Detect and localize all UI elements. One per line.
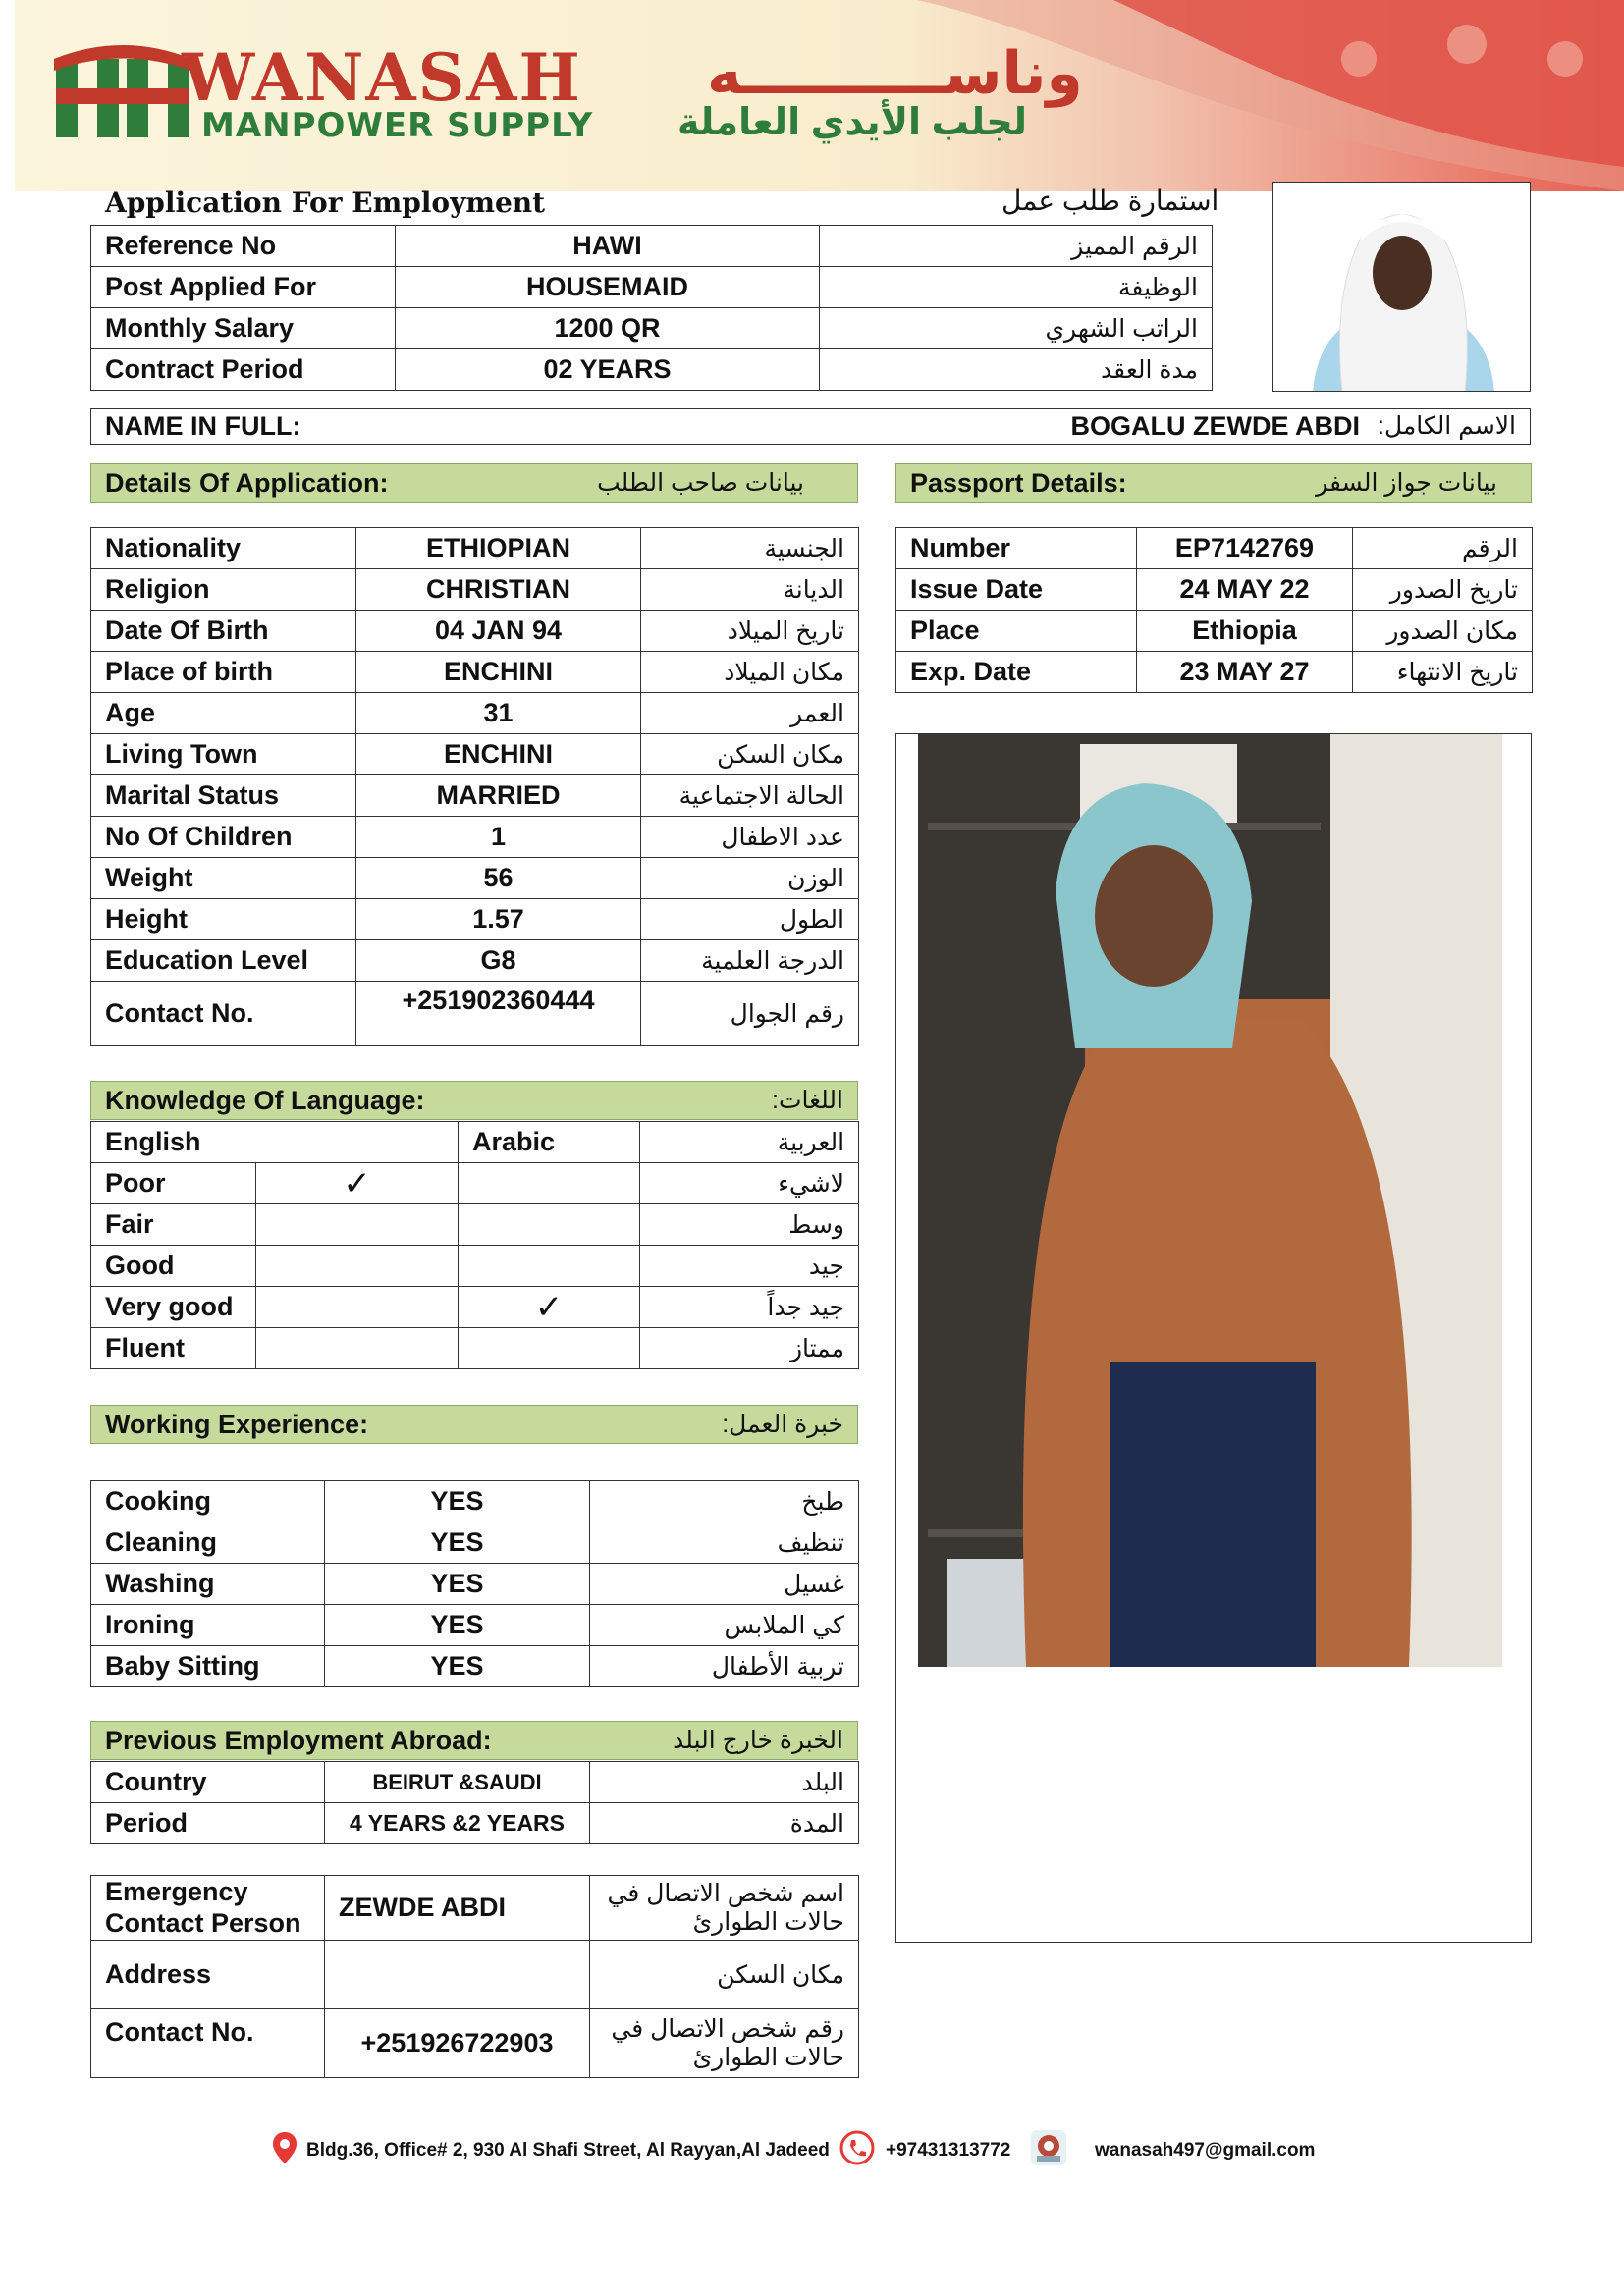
language-heading-arabic: اللغات: xyxy=(772,1087,843,1114)
table-row xyxy=(91,2009,859,2078)
row-label-arabic: جيد xyxy=(640,1246,859,1287)
row-label-arabic: الرقم xyxy=(1353,528,1533,569)
row-label: Poor xyxy=(91,1163,256,1204)
name-label xyxy=(91,409,1531,445)
row-label: Cleaning xyxy=(91,1522,325,1564)
row-value: CHRISTIAN xyxy=(356,569,641,611)
email-icon xyxy=(1029,2128,1068,2167)
footer-phone: +97431313772 xyxy=(886,2140,1011,2161)
row-value: 23 MAY 27 xyxy=(1137,652,1353,693)
table-row xyxy=(91,226,1213,267)
row-value: Ethiopia xyxy=(1137,611,1353,652)
footer-address: Bldg.36, Office# 2, 930 Al Shafi Street, Al Rayyan,Al Jadeed xyxy=(306,2140,830,2161)
row-label-arabic: طبخ xyxy=(590,1481,859,1522)
table-row xyxy=(91,940,859,982)
row-label-arabic: تربية الأطفال xyxy=(590,1646,859,1687)
row-label: Place of birth xyxy=(91,652,356,693)
row-value: 24 MAY 22 xyxy=(1137,569,1353,611)
row-value: 04 JAN 94 xyxy=(356,611,641,652)
row-label: Cooking xyxy=(91,1481,325,1522)
english-check-cell xyxy=(256,1328,459,1369)
table-row xyxy=(91,1522,859,1564)
experience-table xyxy=(90,1480,859,1687)
row-label-arabic: مكان الصدور xyxy=(1353,611,1533,652)
row-value: HAWI xyxy=(396,226,820,267)
table-row xyxy=(91,569,859,611)
row-label-arabic: الطول xyxy=(641,899,859,940)
table-row xyxy=(91,1941,859,2009)
row-label: Education Level xyxy=(91,940,356,982)
full-name-table xyxy=(90,408,1531,445)
emergency-contact-label-arabic: رقم شخص الاتصال في حالات الطوارئ xyxy=(590,2009,859,2078)
row-label: Washing xyxy=(91,1564,325,1605)
row-value: YES xyxy=(325,1564,590,1605)
row-value: HOUSEMAID xyxy=(396,267,820,308)
table-row xyxy=(91,611,859,652)
experience-heading-arabic: خبرة العمل: xyxy=(722,1411,843,1438)
table-row xyxy=(91,982,859,1046)
emergency-contact-table xyxy=(90,1875,859,2078)
previous-employment-table xyxy=(90,1761,859,1844)
location-pin-icon xyxy=(273,2132,297,2163)
experience-heading-text: Working Experience: xyxy=(105,1409,369,1439)
address-value xyxy=(325,1941,590,2009)
table-row xyxy=(91,1876,859,1941)
table-row xyxy=(91,1163,859,1204)
arabic-column-header-arabic: العربية xyxy=(640,1122,859,1163)
previous-employment-heading-arabic: الخبرة خارج البلد xyxy=(673,1727,843,1754)
application-heading xyxy=(90,463,858,503)
row-label: Marital Status xyxy=(91,775,356,817)
row-label-arabic: الرقم المميز xyxy=(820,226,1213,267)
reference-table xyxy=(90,225,1213,391)
form-title: Application For Employment xyxy=(105,187,546,219)
row-label-arabic: الحالة الاجتماعية xyxy=(641,775,859,817)
row-value: MARRIED xyxy=(356,775,641,817)
table-row xyxy=(896,528,1533,569)
row-value: YES xyxy=(325,1522,590,1564)
row-value: ENCHINI xyxy=(356,734,641,775)
english-check-cell xyxy=(256,1204,459,1246)
row-label: Monthly Salary xyxy=(91,308,396,349)
form-title-arabic: استمارة طلب عمل xyxy=(1001,186,1219,216)
row-label-arabic: الدرجة العلمية xyxy=(641,940,859,982)
table-row xyxy=(91,652,859,693)
table-row xyxy=(896,652,1533,693)
row-label-arabic: الديانة xyxy=(641,569,859,611)
english-check-cell xyxy=(256,1287,459,1328)
row-value: 1200 QR xyxy=(396,308,820,349)
row-label: Fluent xyxy=(91,1328,256,1369)
row-value: G8 xyxy=(356,940,641,982)
table-row xyxy=(91,1762,859,1803)
row-label-arabic: الوزن xyxy=(641,858,859,899)
row-label-arabic: تاريخ الانتهاء xyxy=(1353,652,1533,693)
row-value: YES xyxy=(325,1646,590,1687)
table-row xyxy=(91,858,859,899)
row-label-arabic: مكان الميلاد xyxy=(641,652,859,693)
phone-icon xyxy=(839,2130,875,2165)
row-value: BEIRUT &SAUDI xyxy=(325,1762,590,1803)
arabic-column-header: Arabic xyxy=(459,1122,640,1163)
footer-email: wanasah497@gmail.com xyxy=(1095,2140,1316,2161)
arabic-check-cell xyxy=(459,1246,640,1287)
table-row xyxy=(896,611,1533,652)
row-label: Number xyxy=(896,528,1137,569)
english-check-cell xyxy=(256,1246,459,1287)
passport-photo xyxy=(1272,182,1531,392)
table-row xyxy=(91,1803,859,1844)
row-value: 02 YEARS xyxy=(396,349,820,391)
table-row xyxy=(91,349,1213,391)
arabic-check-cell xyxy=(459,1204,640,1246)
row-value: YES xyxy=(325,1481,590,1522)
row-label: Post Applied For xyxy=(91,267,396,308)
row-label: Contract Period xyxy=(91,349,396,391)
row-label-arabic: غسيل xyxy=(590,1564,859,1605)
footer xyxy=(0,2132,1624,2171)
table-row xyxy=(91,1605,859,1646)
table-row xyxy=(91,1246,859,1287)
table-row xyxy=(896,569,1533,611)
application-table xyxy=(90,527,859,1046)
passport-heading-arabic: بيانات جواز السفر xyxy=(1316,469,1497,497)
table-row xyxy=(91,1287,859,1328)
row-label: Date Of Birth xyxy=(91,611,356,652)
row-label-arabic: رقم الجوال xyxy=(641,982,859,1046)
row-label-arabic: المدة xyxy=(590,1803,859,1844)
row-label: Ironing xyxy=(91,1605,325,1646)
row-label: Contact No. xyxy=(91,982,356,1046)
table-row xyxy=(91,308,1213,349)
brand-subtitle-arabic: لجلب الأيدي العاملة xyxy=(677,102,1027,143)
arabic-check-cell xyxy=(459,1328,640,1369)
table-row xyxy=(91,1122,859,1163)
row-label-arabic: العمر xyxy=(641,693,859,734)
previous-employment-heading-text: Previous Employment Abroad: xyxy=(105,1725,492,1755)
emergency-contact-label: Contact No. xyxy=(91,2009,325,2078)
row-value: ETHIOPIAN xyxy=(356,528,641,569)
row-label-arabic: وسط xyxy=(640,1204,859,1246)
row-label: Nationality xyxy=(91,528,356,569)
row-label-arabic: تاريخ الصدور xyxy=(1353,569,1533,611)
application-heading-arabic: بيانات صاحب الطلب xyxy=(597,469,804,497)
language-heading xyxy=(90,1081,858,1120)
row-label-arabic: عدد الاطفال xyxy=(641,817,859,858)
table-row xyxy=(91,693,859,734)
english-column-header: English xyxy=(91,1122,459,1163)
row-value: 31 xyxy=(356,693,641,734)
emergency-person-label-arabic: اسم شخص الاتصال في حالات الطوارئ xyxy=(590,1876,859,1941)
passport-heading xyxy=(895,463,1532,503)
table-row xyxy=(91,1204,859,1246)
row-label: Religion xyxy=(91,569,356,611)
full-name-value: BOGALU ZEWDE ABDI xyxy=(1070,411,1360,441)
table-row xyxy=(91,1564,859,1605)
row-label-arabic: مدة العقد xyxy=(820,349,1213,391)
row-label-arabic: مكان السكن xyxy=(641,734,859,775)
emergency-person-value: ZEWDE ABDI xyxy=(325,1876,590,1941)
row-label: Very good xyxy=(91,1287,256,1328)
arabic-check-cell: ✓ xyxy=(459,1287,640,1328)
row-label-arabic: الراتب الشهري xyxy=(820,308,1213,349)
row-label: Period xyxy=(91,1803,325,1844)
row-label: Issue Date xyxy=(896,569,1137,611)
emergency-contact-value: +251926722903 xyxy=(325,2009,590,2078)
row-label-arabic: البلد xyxy=(590,1762,859,1803)
row-label: Exp. Date xyxy=(896,652,1137,693)
address-label: Address xyxy=(91,1941,325,2009)
row-label-arabic: لاشيء xyxy=(640,1163,859,1204)
table-row xyxy=(91,528,859,569)
row-label: Age xyxy=(91,693,356,734)
row-label: Place xyxy=(896,611,1137,652)
table-row xyxy=(91,817,859,858)
language-table xyxy=(90,1121,859,1369)
row-value: 4 YEARS &2 YEARS xyxy=(325,1803,590,1844)
row-value: 56 xyxy=(356,858,641,899)
row-label-arabic: ممتاز xyxy=(640,1328,859,1369)
passport-heading-text: Passport Details: xyxy=(910,467,1127,498)
experience-heading xyxy=(90,1405,858,1444)
table-row xyxy=(91,1328,859,1369)
language-heading-text: Knowledge Of Language: xyxy=(105,1085,425,1115)
address-label-arabic: مكان السكن xyxy=(590,1941,859,2009)
row-label: Country xyxy=(91,1762,325,1803)
brand-subtitle: MANPOWER SUPPLY xyxy=(201,106,594,145)
brand-name: WANASAH xyxy=(182,39,582,116)
person-portrait-icon xyxy=(1273,183,1531,392)
emergency-person-label: Emergency Contact Person xyxy=(91,1876,325,1941)
arabic-check-cell xyxy=(459,1163,640,1204)
row-value: ENCHINI xyxy=(356,652,641,693)
full-body-photo xyxy=(918,734,1502,1667)
row-value: 1 xyxy=(356,817,641,858)
table-row xyxy=(91,267,1213,308)
row-value: +251902360444 xyxy=(356,982,641,1046)
company-logo-icon xyxy=(54,41,191,139)
row-label: Reference No xyxy=(91,226,396,267)
row-label-arabic: جيد جداً xyxy=(640,1287,859,1328)
table-row xyxy=(91,1646,859,1687)
table-row xyxy=(91,734,859,775)
row-label-arabic: تنظيف xyxy=(590,1522,859,1564)
row-value: YES xyxy=(325,1605,590,1646)
row-label-arabic: تاريخ الميلاد xyxy=(641,611,859,652)
table-row xyxy=(91,409,1531,445)
passport-table xyxy=(895,527,1533,693)
row-label: No Of Children xyxy=(91,817,356,858)
table-row xyxy=(91,775,859,817)
row-label-arabic: الوظيفة xyxy=(820,267,1213,308)
application-heading-text: Details Of Application: xyxy=(105,467,389,498)
row-label: Weight xyxy=(91,858,356,899)
table-row xyxy=(91,899,859,940)
english-check-cell: ✓ xyxy=(256,1163,459,1204)
row-label-arabic: كي الملابس xyxy=(590,1605,859,1646)
previous-employment-heading xyxy=(90,1721,858,1760)
row-label-arabic: الجنسية xyxy=(641,528,859,569)
row-label: Living Town xyxy=(91,734,356,775)
name-label-text: NAME IN FULL: xyxy=(105,411,301,441)
full-body-photo-frame xyxy=(895,733,1532,1943)
brand-name-arabic: وناســــــــــه xyxy=(707,40,1083,106)
row-label: Fair xyxy=(91,1204,256,1246)
row-value: EP7142769 xyxy=(1137,528,1353,569)
row-value: 1.57 xyxy=(356,899,641,940)
table-row xyxy=(91,1481,859,1522)
row-label: Good xyxy=(91,1246,256,1287)
name-label-arabic: الاسم الكامل: xyxy=(1378,412,1516,440)
row-label: Baby Sitting xyxy=(91,1646,325,1687)
row-label: Height xyxy=(91,899,356,940)
